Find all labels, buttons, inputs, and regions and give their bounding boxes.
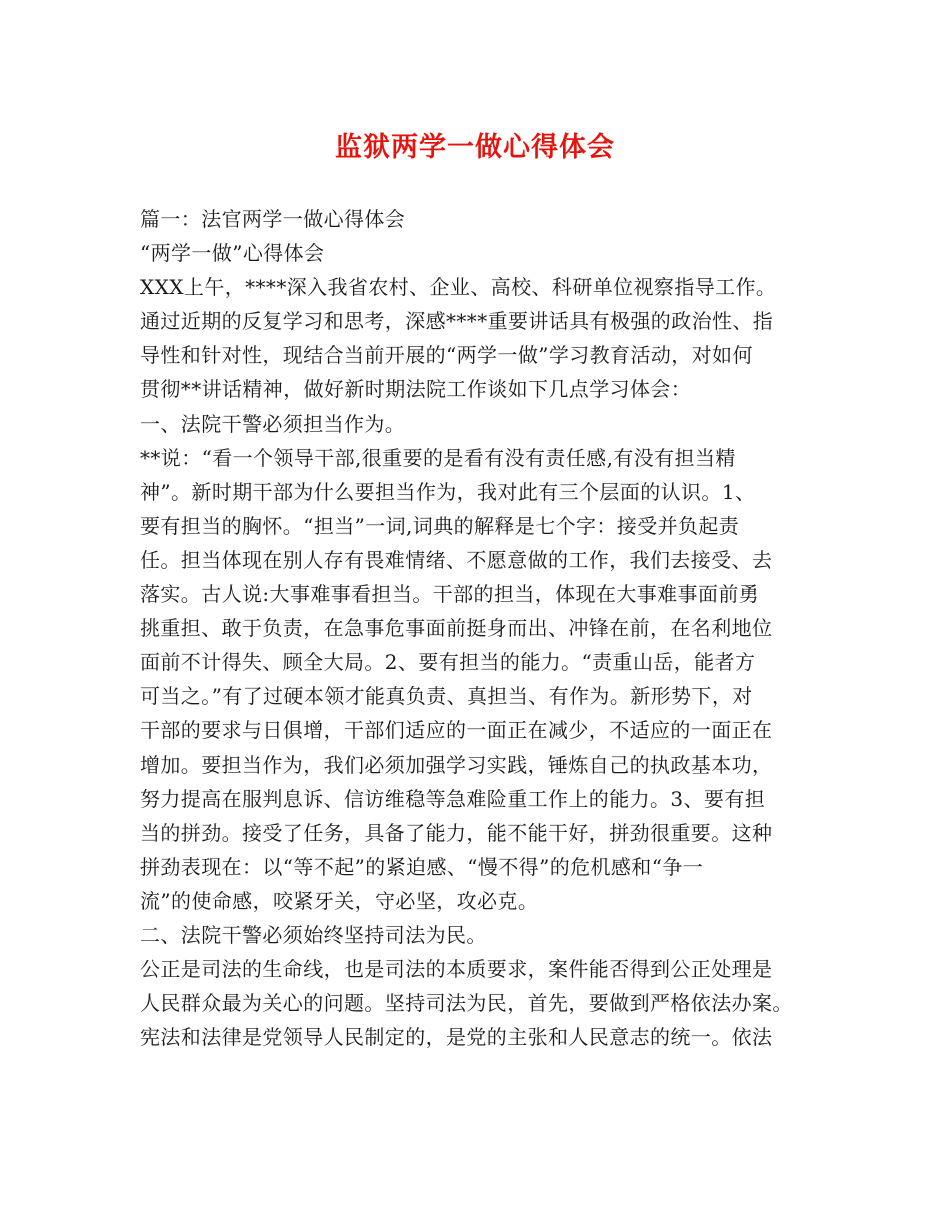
body-text-line: 篇一：法官两学一做心得体会 bbox=[140, 207, 406, 231]
body-text-line: 增加。要担当作为，我们必须加强学习实践，锤炼自己的执政基本功， bbox=[140, 752, 773, 777]
body-text-line: 人民群众最为关心的问题。坚持司法为民，首先，要做到严格依法办案。 bbox=[140, 991, 793, 1016]
body-text-line: 二、法院干警必须始终坚持司法为民。 bbox=[140, 922, 487, 947]
body-text-line: 任。担当体现在别人存有畏难情绪、不愿意做的工作，我们去接受、去 bbox=[140, 547, 773, 572]
body-text-line: 通过近期的反复学习和思考，深感****重要讲话具有极强的政治性、指 bbox=[140, 309, 774, 334]
body-text-line: 要有担当的胸怀。“担当”一词,词典的解释是七个字：接受并负起责 bbox=[140, 513, 740, 538]
body-text-line: 落实。古人说:大事难事看担当。干部的担当，体现在大事难事面前勇 bbox=[140, 582, 760, 607]
body-text-line: 挑重担、敢于负责，在急事危事面前挺身而出、冲锋在前，在名利地位 bbox=[140, 616, 773, 641]
body-text-line: **说：“看一个领导干部,很重要的是看有没有责任感,有没有担当精 bbox=[140, 445, 736, 470]
body-text-line: “两学一做”心得体会 bbox=[140, 241, 325, 266]
body-text-line: 神”。新时期干部为什么要担当作为，我对此有三个层面的认识。1、 bbox=[140, 479, 756, 504]
body-text-line: 宪法和法律是党领导人民制定的，是党的主张和人民意志的统一。依法 bbox=[140, 1025, 773, 1050]
body-text-line: 努力提高在服判息诉、信访维稳等急难险重工作上的能力。3、要有担 bbox=[140, 786, 766, 811]
body-text-line: 公正是司法的生命线，也是司法的本质要求，案件能否得到公正处理是 bbox=[140, 957, 773, 982]
body-text-line: 贯彻**讲话精神，做好新时期法院工作谈如下几点学习体会： bbox=[140, 377, 692, 402]
body-text-line: 导性和针对性，现结合当前开展的“两学一做”学习教育活动，对如何 bbox=[140, 343, 753, 368]
body-text-line: 可当之。”有了过硬本领才能真负责、真担当、有作为。新形势下，对 bbox=[140, 684, 753, 709]
body-text-line: 拼劲表现在：以“等不起”的紧迫感、“慢不得”的危机感和“争一 bbox=[140, 854, 704, 879]
body-text-line: 当的拼劲。接受了任务，具备了能力，能不能干好，拼劲很重要。这种 bbox=[140, 820, 773, 845]
body-text-line: 面前不计得失、顾全大局。2、要有担当的能力。“责重山岳，能者方 bbox=[140, 650, 756, 675]
document-title: 监狱两学一做心得体会 bbox=[335, 132, 615, 163]
body-text-line: 干部的要求与日俱增，干部们适应的一面正在减少，不适应的一面正在 bbox=[140, 718, 773, 743]
body-text-line: 一、法院干警必须担当作为。 bbox=[140, 411, 406, 436]
document-body bbox=[140, 202, 830, 1054]
body-text-line: 流”的使命感，咬紧牙关，守必坚，攻必克。 bbox=[140, 888, 539, 913]
body-text-line: XXX上午，****深入我省农村、企业、高校、科研单位视察指导工作。 bbox=[140, 275, 777, 300]
